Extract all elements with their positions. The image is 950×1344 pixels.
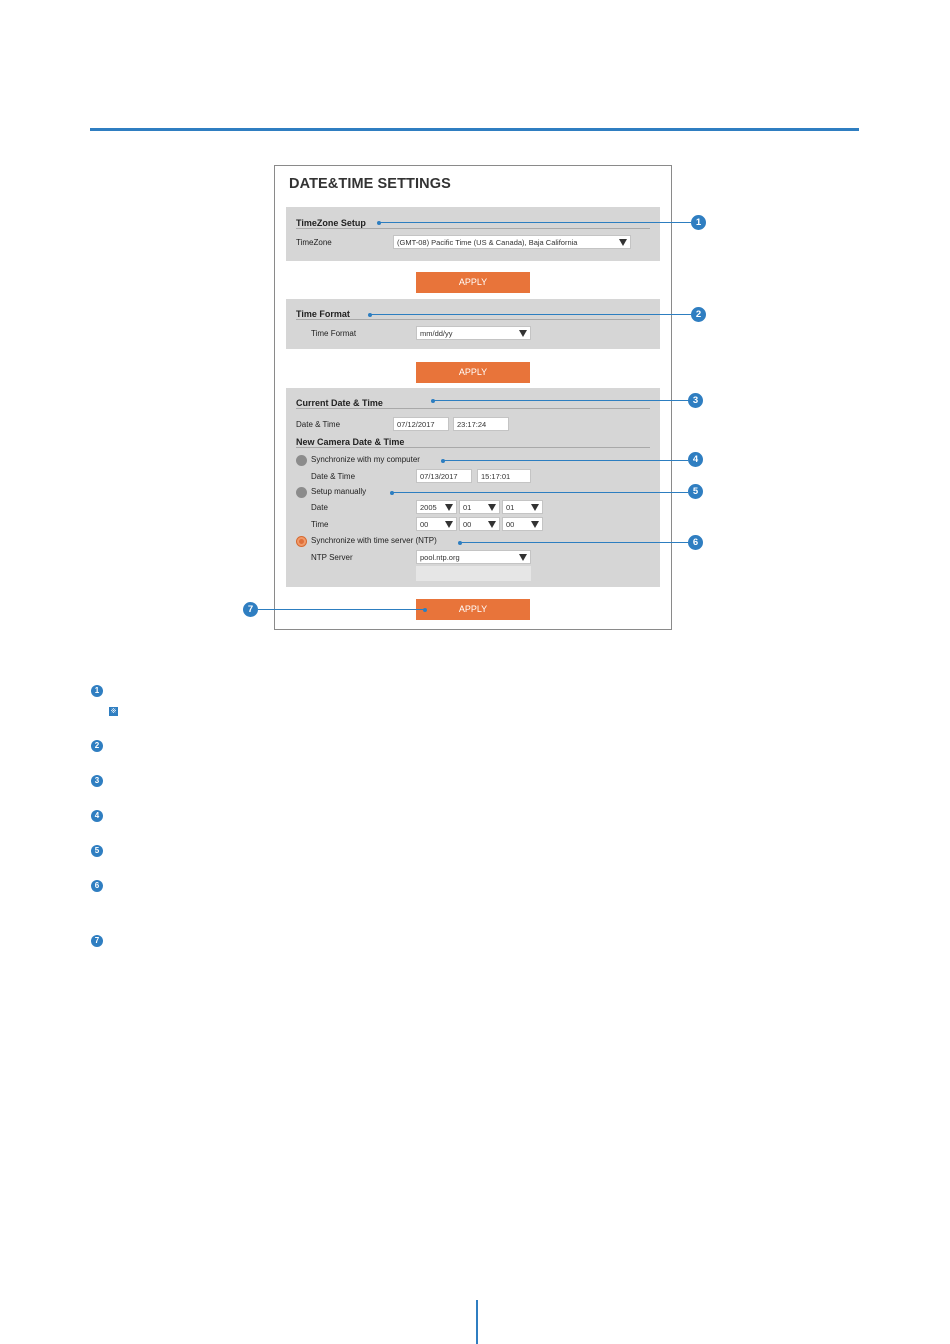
chevron-down-icon bbox=[445, 504, 453, 511]
legend-badge-6: 6 bbox=[91, 880, 103, 892]
chevron-down-icon bbox=[619, 239, 627, 246]
apply-time-format-button[interactable]: APPLY bbox=[416, 362, 530, 383]
note-icon: ※ bbox=[110, 708, 117, 715]
chevron-down-icon bbox=[488, 521, 496, 528]
time-format-select[interactable] bbox=[416, 326, 531, 340]
time-format-section bbox=[286, 299, 660, 349]
time-format-divider bbox=[296, 319, 650, 320]
second-value: 00 bbox=[506, 520, 515, 529]
month-value: 01 bbox=[463, 503, 472, 512]
new-date-time-heading: New Camera Date & Time bbox=[296, 437, 405, 447]
time-format-value: mm/dd/yy bbox=[420, 329, 453, 338]
chevron-down-icon bbox=[531, 504, 539, 511]
callout-4-line bbox=[443, 460, 688, 461]
timezone-heading: TimeZone Setup bbox=[296, 218, 366, 228]
legend-badge-2: 2 bbox=[91, 740, 103, 752]
sync-computer-radio[interactable] bbox=[296, 455, 307, 466]
ntp-custom-server-input[interactable] bbox=[416, 566, 531, 581]
legend-badge-5: 5 bbox=[91, 845, 103, 857]
callout-2-badge: 2 bbox=[691, 307, 706, 322]
manual-date-label: Date bbox=[311, 503, 328, 512]
callout-1-line bbox=[379, 222, 691, 223]
chevron-down-icon bbox=[488, 504, 496, 511]
manual-time-label: Time bbox=[311, 520, 329, 529]
chevron-down-icon bbox=[445, 521, 453, 528]
timezone-select[interactable] bbox=[393, 235, 631, 249]
new-divider bbox=[296, 447, 650, 448]
chevron-down-icon bbox=[519, 330, 527, 337]
hour-select[interactable] bbox=[416, 517, 457, 531]
day-value: 01 bbox=[506, 503, 515, 512]
year-select[interactable] bbox=[416, 500, 457, 514]
month-select[interactable] bbox=[459, 500, 500, 514]
day-select[interactable] bbox=[502, 500, 543, 514]
legend-badge-7: 7 bbox=[91, 935, 103, 947]
timezone-value: (GMT-08) Pacific Time (US & Canada), Baja California bbox=[397, 238, 578, 247]
year-value: 2005 bbox=[420, 503, 437, 512]
ntp-server-label: NTP Server bbox=[311, 553, 353, 562]
date-time-settings-panel bbox=[274, 165, 672, 630]
time-format-label: Time Format bbox=[311, 329, 357, 338]
setup-manually-radio[interactable] bbox=[296, 487, 307, 498]
legend-badge-1: 1 bbox=[91, 685, 103, 697]
callout-6-badge: 6 bbox=[688, 535, 703, 550]
sync-ntp-radio[interactable] bbox=[296, 536, 307, 547]
current-time-field: 23:17:24 bbox=[453, 417, 509, 431]
hour-value: 00 bbox=[420, 520, 429, 529]
callout-2-line bbox=[370, 314, 691, 315]
callout-6-line bbox=[460, 542, 688, 543]
minute-select[interactable] bbox=[459, 517, 500, 531]
current-divider bbox=[296, 408, 650, 409]
callout-5-line bbox=[392, 492, 688, 493]
callout-3-badge: 3 bbox=[688, 393, 703, 408]
apply-timezone-button[interactable]: APPLY bbox=[416, 272, 530, 293]
callout-7-line bbox=[258, 609, 424, 610]
apply-date-time-button[interactable]: APPLY bbox=[416, 599, 530, 620]
sync-time-field: 15:17:01 bbox=[477, 469, 531, 483]
timezone-divider bbox=[296, 228, 650, 229]
setup-manually-label: Setup manually bbox=[311, 487, 367, 496]
callout-7-badge: 7 bbox=[243, 602, 258, 617]
current-date-time-label: Date & Time bbox=[296, 420, 341, 429]
date-time-section bbox=[286, 388, 660, 587]
callout-3-line bbox=[433, 400, 691, 401]
minute-value: 00 bbox=[463, 520, 472, 529]
callout-7-dot bbox=[423, 608, 427, 612]
second-select[interactable] bbox=[502, 517, 543, 531]
sync-ntp-label: Synchronize with time server (NTP) bbox=[311, 536, 437, 545]
timezone-section bbox=[286, 207, 660, 261]
header-rule bbox=[90, 128, 859, 131]
sync-date-field: 07/13/2017 bbox=[416, 469, 472, 483]
callout-5-badge: 5 bbox=[688, 484, 703, 499]
time-format-heading: Time Format bbox=[296, 309, 350, 319]
ntp-server-value: pool.ntp.org bbox=[420, 553, 460, 562]
chevron-down-icon bbox=[531, 521, 539, 528]
current-date-field: 07/12/2017 bbox=[393, 417, 449, 431]
ntp-server-select[interactable] bbox=[416, 550, 531, 564]
timezone-label: TimeZone bbox=[296, 238, 332, 247]
footer-rule bbox=[476, 1300, 478, 1344]
legend-badge-3: 3 bbox=[91, 775, 103, 787]
chevron-down-icon bbox=[519, 554, 527, 561]
callout-4-badge: 4 bbox=[688, 452, 703, 467]
current-date-time-heading: Current Date & Time bbox=[296, 398, 383, 408]
sync-computer-label: Synchronize with my computer bbox=[311, 455, 420, 464]
legend-badge-4: 4 bbox=[91, 810, 103, 822]
panel-title: DATE&TIME SETTINGS bbox=[289, 176, 451, 192]
callout-1-badge: 1 bbox=[691, 215, 706, 230]
sync-date-time-label: Date & Time bbox=[311, 472, 356, 481]
